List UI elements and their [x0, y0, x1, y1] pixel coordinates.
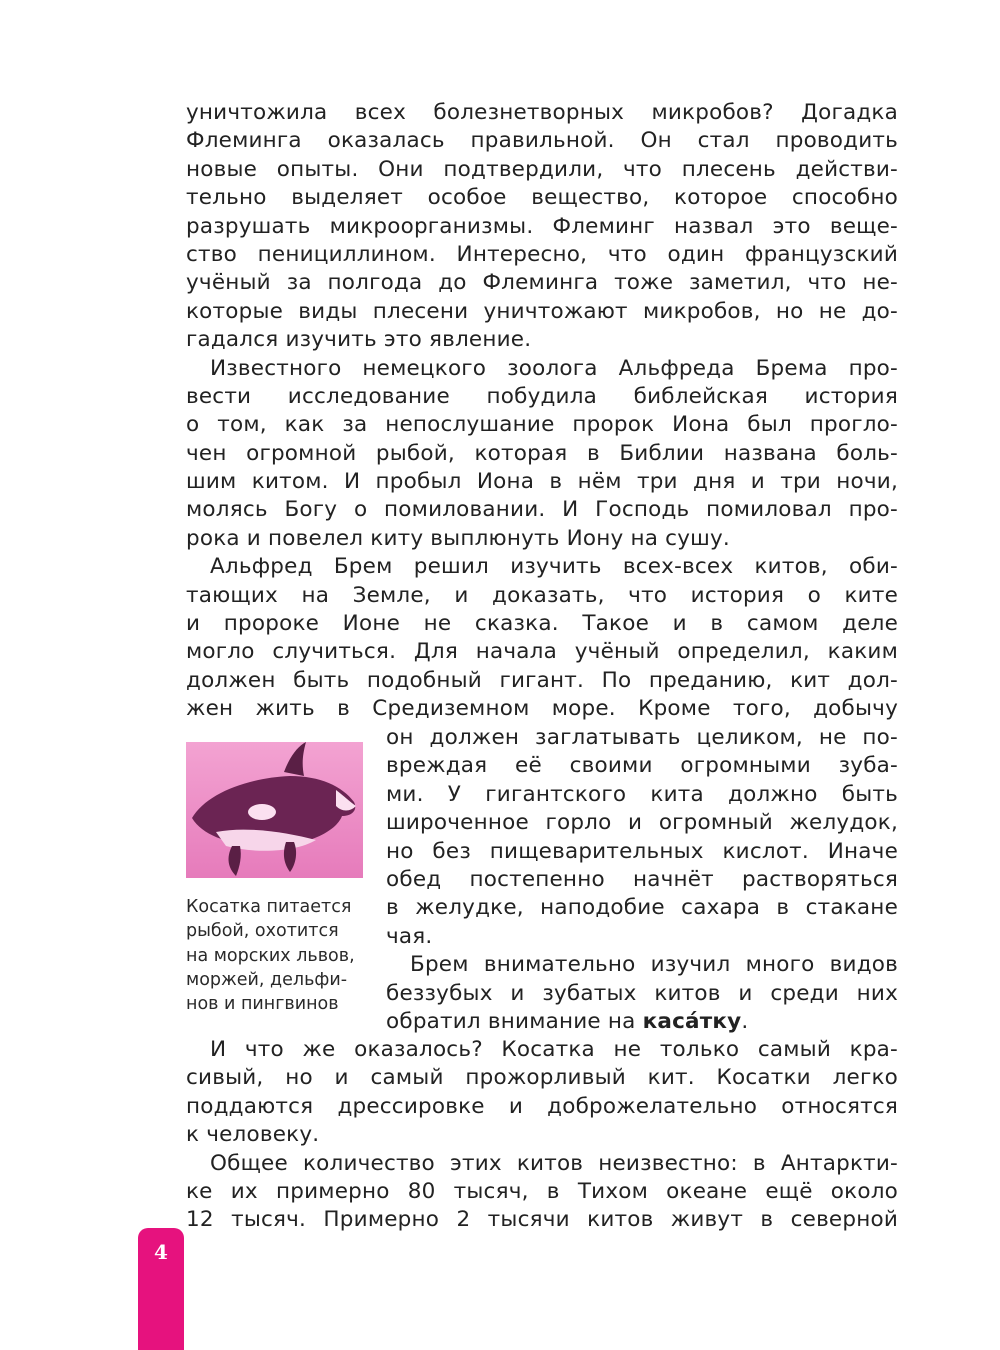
- text-line: он должен заглатывать целиком, не по-: [386, 725, 898, 750]
- text-line: чен огромной рыбой, которая в Библии названа боль-: [186, 440, 898, 466]
- text-line: в желудке, наподобие сахара в стакане: [386, 895, 898, 921]
- text-line: шим китом. И пробыл Иона в нём три дня и три ночи,: [186, 469, 898, 495]
- caption-line: моржей, дельфи-: [186, 969, 348, 990]
- text-line: ми. У гигантского кита должно быть: [386, 781, 898, 807]
- text-line: о том, как за непослушание пророк Иона был прогло-: [186, 412, 898, 438]
- text-line: могло случиться. Для начала учёный определил, каким: [186, 639, 898, 665]
- text-line: должен быть подобный гигант. По преданию, кит дол-: [186, 667, 898, 693]
- text-line: и пророке Ионе не сказка. Такое и в самом деле: [186, 611, 898, 637]
- text-line: [386, 1008, 898, 1036]
- text-line: поддаются дрессировке и доброжелательно относятся: [186, 1093, 898, 1119]
- text-line: И что же оказалось? Косатка не только самый кра-: [210, 1037, 898, 1062]
- figure-caption: [186, 895, 376, 1016]
- text-line: беззубых и зубатых китов и среди них: [386, 980, 898, 1006]
- text-line: Брем внимательно изучил много видов: [410, 952, 898, 978]
- text-line: рока и повелел киту выплюнуть Иону на сушу.: [186, 525, 730, 551]
- text-line: обед постепенно начнёт растворяться: [386, 866, 898, 892]
- text-line: ке их примерно 80 тысяч, в Тихом океане ещё около: [186, 1178, 898, 1204]
- text-line: чая.: [386, 923, 433, 949]
- text-line: широченное горло и огромный желудок,: [386, 810, 898, 836]
- side-text: [386, 724, 898, 1036]
- text-line: которые виды плесени уничтожают микробов, но не до-: [186, 298, 898, 324]
- text-line: молясь Богу о помиловании. И Господь помиловал про-: [186, 497, 898, 523]
- text-line: тельно выделяет особое вещество, которое способно: [186, 185, 898, 211]
- orca-illustration: [186, 742, 363, 878]
- text-line: сивый, но и самый прожорливый кит. Косатки легко: [186, 1065, 898, 1091]
- text-line: гадался изучить это явление.: [186, 327, 532, 353]
- text-line: жен жить в Средиземном море. Кроме того, добычу: [186, 696, 898, 722]
- caption-line: нов и пингвинов: [186, 994, 339, 1015]
- text-line: Флеминга оказалась правильной. Он стал проводить: [186, 128, 898, 154]
- text-line: ство пенициллином. Интересно, что один французский: [186, 241, 898, 267]
- text-line: но без пищеварительных кислот. Иначе: [386, 838, 898, 864]
- text-line: тающих на Земле, и доказать, что история о ките: [186, 582, 898, 608]
- caption-line: на морских львов,: [186, 945, 355, 966]
- text-line: Альфред Брем решил изучить всех-всех китов, оби-: [210, 554, 898, 580]
- text-line: новые опыты. Они подтвердили, что плесень действи-: [186, 156, 898, 182]
- text-line: Известного немецкого зоолога Альфреда Брема про-: [210, 355, 898, 381]
- bottom-text: [186, 1036, 898, 1235]
- text-line: вести исследование побудила библейская история: [186, 383, 898, 409]
- text-line: Общее количество этих китов неизвестно: в Антаркти-: [210, 1150, 898, 1176]
- highlight-word: каса́тку: [642, 1008, 742, 1034]
- text-line: уничтожила всех болезнетворных микробов? Догадка: [186, 100, 898, 125]
- text-fragment: .: [741, 1008, 749, 1034]
- text-line: разрушать микроорганизмы. Флеминг назвал это веще-: [186, 213, 898, 239]
- text-fragment: обратил внимание на: [386, 1008, 636, 1034]
- text-line: вреждая её своими огромными зуба-: [386, 753, 898, 779]
- top-text: [186, 99, 898, 724]
- text-line: 12 тысяч. Примерно 2 тысячи китов живут в северной: [186, 1207, 898, 1233]
- orca-icon: [186, 742, 363, 878]
- caption-line: Косатка питается: [186, 897, 352, 917]
- text-line: к человеку.: [186, 1122, 320, 1148]
- text-line: учёный за полгода до Флеминга тоже заметил, что не-: [186, 270, 898, 296]
- page-number: 4: [154, 1240, 168, 1264]
- caption-line: рыбой, охотится: [186, 921, 339, 942]
